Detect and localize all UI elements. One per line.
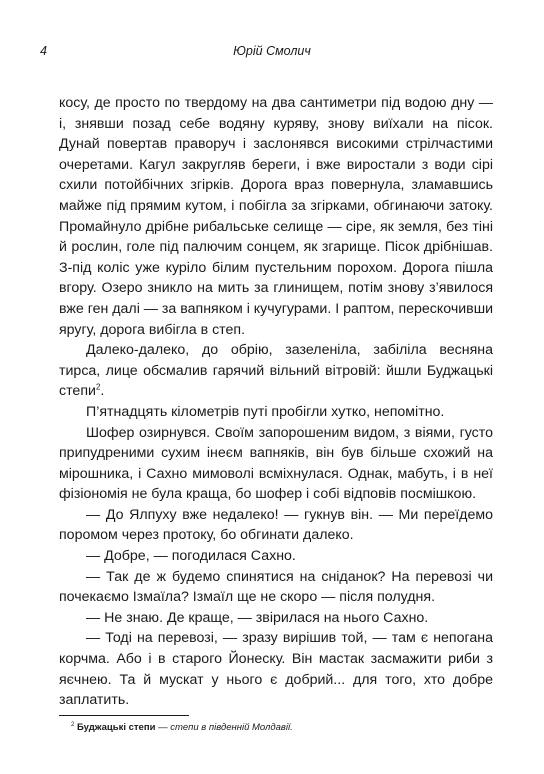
paragraph: — Так де ж будемо спинятися на сніданок? На перевозі чи почекаємо Ізмаїла? Ізмаїл ще не скоро — після полудня. [59,568,493,606]
footnote-divider [59,715,189,716]
running-title: Юрій Смолич [233,44,311,58]
page-header [40,44,504,62]
paragraph: — Тоді на перевозі, — зразу вирішив той, — там є непогана корчма. Або і в старого Йонеску. Він мастак засмажити риби з яєчнею. Та й мускат у нього є добрий... для того, хто добре заплатить. [59,630,493,709]
footnote-marker: 2 [71,721,75,728]
body-text [59,93,493,711]
paragraph: — Добре, — погодилася Сахно. [86,548,296,565]
paragraph: косу, де просто по твердому на два сантиметри під водою дну — і, знявши позад себе водяну куряву, знову виїхали на пісок. Дунай повертав праворуч і заслонявся високими стрілчастими очеретами. Кагул закругляв береги, і вже виростали з води сірі схили потойбічних згірків. Дорога враз повернула, зламавшись майже під прямим кутом, і побігла за згірками, обгинаючи затоку. Промайнуло дрібне рибальське селище — сіре, як земля, без тіні й рослин, голе під палючим сонцем, як згарище. Пісок дрібнішав. З-під коліс уже куріло білим пустельним порохом. Дорога пішла вгору. Озеро зникло на мить за глинищем, потім знову з’явилося вже ген далі — за вапняком і кучугурами. І раптом, перескочивши яругу, дорога вибігла в степ. [59,95,493,338]
footnote-definition: — степи в південній Молдавії. [158,722,293,733]
footnote-term: Буджацькі степи [76,722,156,733]
paragraph: — Не знаю. Де краще, — звірилася на нього Сахно. [86,609,429,626]
paragraph: Шофер озирнувся. Своїм запорошеним видом, з віями, густо припудреними сухим інеєм вапняків, він був більше схожий на мірошника, і Сахно мимоволі всміхнулася. Однак, мабуть, і в неї фізіономія не була краща, бо шофер і собі відповів посмішкою. [59,424,493,503]
paragraph: Далеко-далеко, до обрію, зазеленіла, забіліла весняна тирса, лице обсмалив гарячий вільний вітровій: йшли Буджацькі степи$^2$. [59,342,493,400]
footnote-ref: 2 [95,382,101,392]
footnote [59,722,493,734]
paragraph: — До Ялпуху вже недалеко! — гукнув він. — Ми переїдемо поромом через протоку, бо обгинати далеко. [59,506,493,544]
paragraph-text: Далеко-далеко, до обрію, зазеленіла, забіліла весняна тирса, лице обсмалив гарячий вільний вітровій: йшли Буджацькі степи [59,342,493,400]
paragraph: П’ятнадцять кілометрів путі пробігли хутко, непомітно. [86,403,445,420]
page-number: 4 [40,44,47,58]
